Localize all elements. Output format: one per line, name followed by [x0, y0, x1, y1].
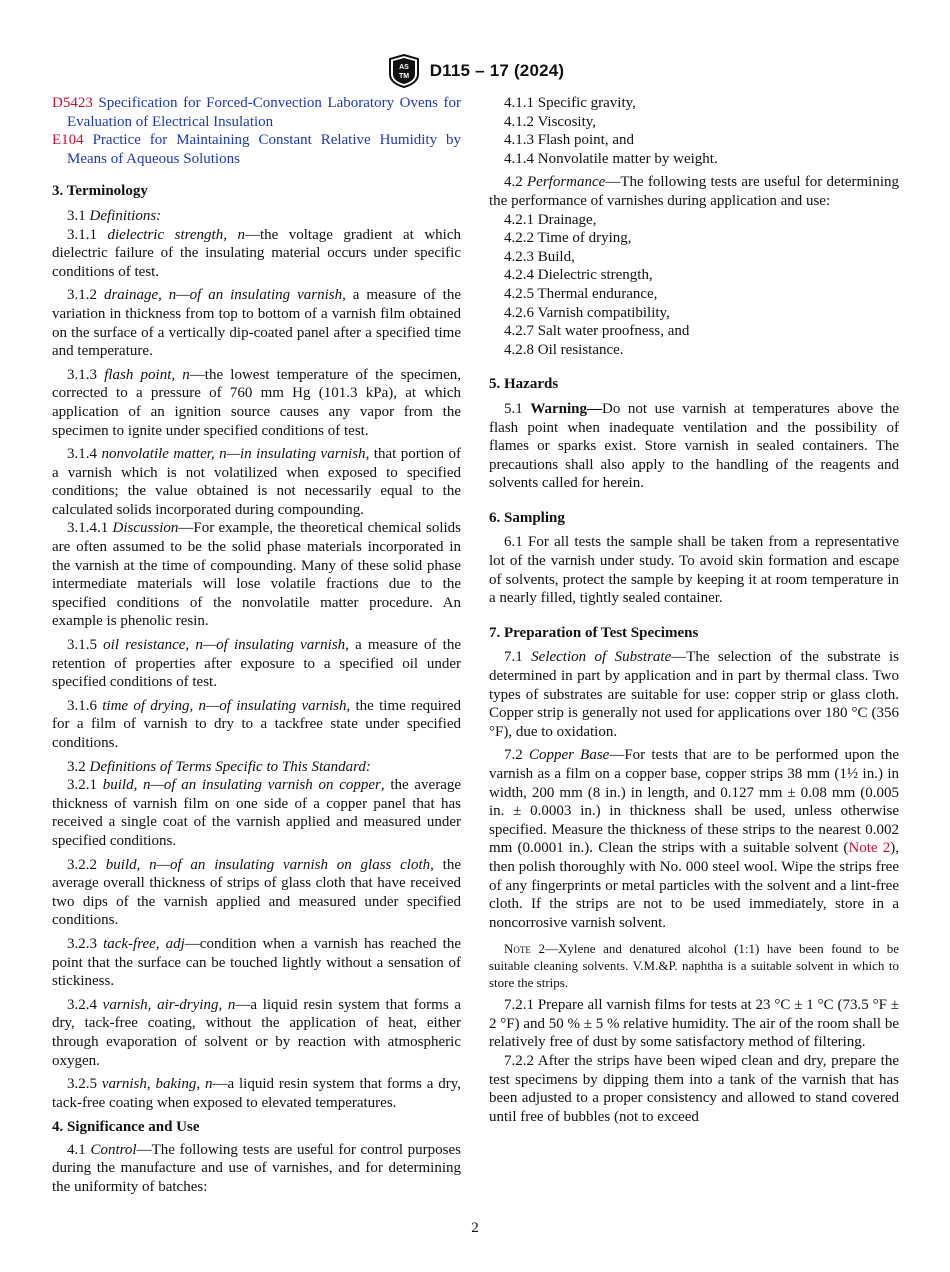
list-item: 4.2.3 Build,: [504, 248, 575, 265]
list-item: 4.1.2 Viscosity,: [504, 113, 597, 130]
paragraph-3-2: 3.2 Definitions of Terms Specific to This Standard:: [67, 758, 371, 775]
page-number: 2: [471, 1220, 479, 1236]
svg-text:AS: AS: [398, 64, 409, 71]
list-item: 4.1.1 Specific gravity,: [504, 95, 636, 111]
paragraph-4-1: 4.1 Control—The following tests are useful for control purposes during the manufacture and use of varnishes, and for determining the uniformity of batches:: [52, 1141, 462, 1196]
paragraph-3-1-3: 3.1.3 flash point, n—the lowest temperature of the specimen, corrected to a pressure of 760 mm Hg (101.3 kPa), at which application of an ignition source causes any vapor from the specimen to ignite under specified conditions of test.: [52, 366, 462, 439]
list-item: 4.2.2 Time of drying,: [504, 230, 632, 247]
paragraph-3-2-1: 3.2.1 build, n—of an insulating varnish on copper, the average thickness of varnish film on one side of a copper panel that has received a single coat of the varnish applied and measured under specified conditions.: [52, 777, 462, 849]
paragraph-7-2-2: 7.2.2 After the strips have been wiped clean and dry, prepare the test specimens by dipping them into a tank of the varnish that has been adjusted to a proper consistency and allowed to stand covered until free of bubbles (not to exceed: [489, 1052, 899, 1125]
paragraph-4-2: 4.2 Performance—The following tests are useful for determining the performance of varnishes during application and use:: [489, 174, 900, 209]
paragraph-3-1-2: 3.1.2 drainage, n—of an insulating varnish, a measure of the variation in thickness from top to bottom of a varnish film obtained on the surface of a vertically dip-coated panel after a specified time and temperature.: [52, 287, 461, 360]
svg-text:TM: TM: [398, 73, 409, 80]
right-column: [489, 94, 899, 1126]
paragraph-5-1: 5.1 Warning—Do not use varnish at temperatures above the flash point when inadequate ventilation and the possibility of flames or sparks exist. Store varnish in sealed containers. The precautions shall also apply to the handling of the reagents and solvents called for herein.: [489, 400, 899, 492]
paragraph-3-1-6: 3.1.6 time of drying, n—of insulating varnish, the time required for a film of varnish to dry to a tackfree state under specified conditions.: [52, 697, 461, 751]
paragraph-6-1: 6.1 For all tests the sample shall be taken from a representative lot of the varnish under study. To avoid skin formation and escape of solvents, protect the sample by keeping it at room temperature in a nearly filled, tightly sealed container.: [489, 534, 899, 607]
section-heading-sampling: 6. Sampling: [489, 509, 565, 526]
left-column: [52, 94, 461, 1197]
list-item: 4.2.5 Thermal endurance,: [504, 285, 658, 302]
section-heading-significance: 4. Significance and Use: [52, 1119, 200, 1136]
note-2-link[interactable]: Note 2: [848, 840, 891, 857]
astm-logo-icon: [386, 54, 422, 88]
paragraph-7-1: 7.1 Selection of Substrate—The selection of the substrate is determined in part by application and in part by thermal class. Two types of substrates are suitable for use: copper strip or glass cloth. Copper strip is generally not used for applications over 180 °C (356 °F), due to oxidation.: [489, 649, 900, 740]
section-heading-preparation: 7. Preparation of Test Specimens: [489, 624, 699, 641]
paragraph-7-2: 7.2 Copper Base—For tests that are to be performed upon the varnish as a film on a copper base, copper strips 38 mm (1½ in.) in width, 200 mm (8 in.) in length, and 0.127 mm ± 0.08 mm (0.005 in. ± 0.0003 in.) in thickness shall be used, unless otherwise specified. Measure the thickness of these strips to the nearest 0.002 mm (0.0001 in.). Clean the strips with a suitable solvent (Note 2), then polish thoroughly with No. 000 steel wool. Wipe the strips free of any fingerprints or metal particles with the solvent and a lint-free cloth. If the strips are not to be used immediately, store in a noncorrosive varnish solvent.: [489, 747, 899, 931]
paragraph-3-2-3: 3.2.3 tack-free, adj—condition when a varnish has reached the point that the surface can be touched lightly without a sensation of stickiness.: [52, 935, 461, 990]
section-heading-terminology: 3. Terminology: [52, 183, 148, 200]
list-item: 4.2.7 Salt water proofness, and: [504, 323, 690, 340]
paragraph-3-1-4: 3.1.4 nonvolatile matter, n—in insulating varnish, that portion of a varnish which is not volatilized when exposed to specified conditions; the value obtained is not necessarily equal to the calculated solids incorporated during compounding.: [52, 446, 462, 518]
paragraph-3-1-4-1: 3.1.4.1 Discussion—For example, the theoretical chemical solids are often assumed to be the solid phase materials incorporated in the varnish at the time of compounding. Many of these solid phase intermediate materials will lose volatile fractions due to the specified conditions of the nonvolatile matter procedure. An example is phenolic resin.: [52, 520, 461, 630]
list-item: 4.2.4 Dielectric strength,: [504, 267, 653, 284]
paragraph-3-2-4: 3.2.4 varnish, air-drying, n—a liquid resin system that forms a dry, tack-free coating, without the application of heat, either through evaporation of solvent or by reaction with atmospheric oxygen.: [52, 996, 461, 1069]
list-item: 4.2.6 Varnish compatibility,: [504, 304, 670, 321]
paragraph-3-1-1: 3.1.1 dielectric strength, n—the voltage gradient at which dielectric failure of the insulating material occurs under specific conditions of test.: [52, 226, 461, 280]
note-2: Note 2—Xylene and denatured alcohol (1:1) have been found to be suitable cleaning solvents. V.M.&P. naphtha is a suitable solvent in which to store the strips.: [489, 941, 899, 990]
paragraph-7-2-1: 7.2.1 Prepare all varnish films for tests at 23 °C ± 1 °C (73.5 °F ± 2 °F) and 50 % ± 5 % relative humidity. The air of the room shall be relatively free of dust by some satisfactory method of filtering.: [489, 997, 899, 1051]
list-item: 4.1.4 Nonvolatile matter by weight.: [504, 150, 718, 167]
reference-e104[interactable]: E104 Practice for Maintaining Constant Relative Humidity by Means of Aqueous Solutions: [52, 132, 462, 167]
page-header: [0, 54, 950, 88]
paragraph-3-2-5: 3.2.5 varnish, baking, n—a liquid resin system that forms a dry, tack-free coating when exposed to elevated temperatures.: [52, 1076, 462, 1111]
paragraph-3-2-2: 3.2.2 build, n—of an insulating varnish on glass cloth, the average overall thickness of strips of glass cloth that have received two dips of the varnish applied and measured under specified conditions.: [52, 856, 462, 929]
list-item: 4.2.1 Drainage,: [504, 211, 597, 228]
list-item: 4.1.3 Flash point, and: [504, 132, 634, 149]
paragraph-3-1-5: 3.1.5 oil resistance, n—of insulating varnish, a measure of the retention of properties after exposure to a specified oil under specified conditions of test.: [52, 637, 462, 691]
section-heading-hazards: 5. Hazards: [489, 376, 559, 393]
list-item: 4.2.8 Oil resistance.: [504, 341, 624, 358]
reference-d5423[interactable]: D5423 Specification for Forced-Convection Laboratory Ovens for Evaluation of Electrical Insulation: [52, 95, 461, 130]
paragraph-3-1: 3.1 Definitions:: [67, 207, 162, 224]
document-designation: D115 – 17 (2024): [429, 60, 565, 80]
